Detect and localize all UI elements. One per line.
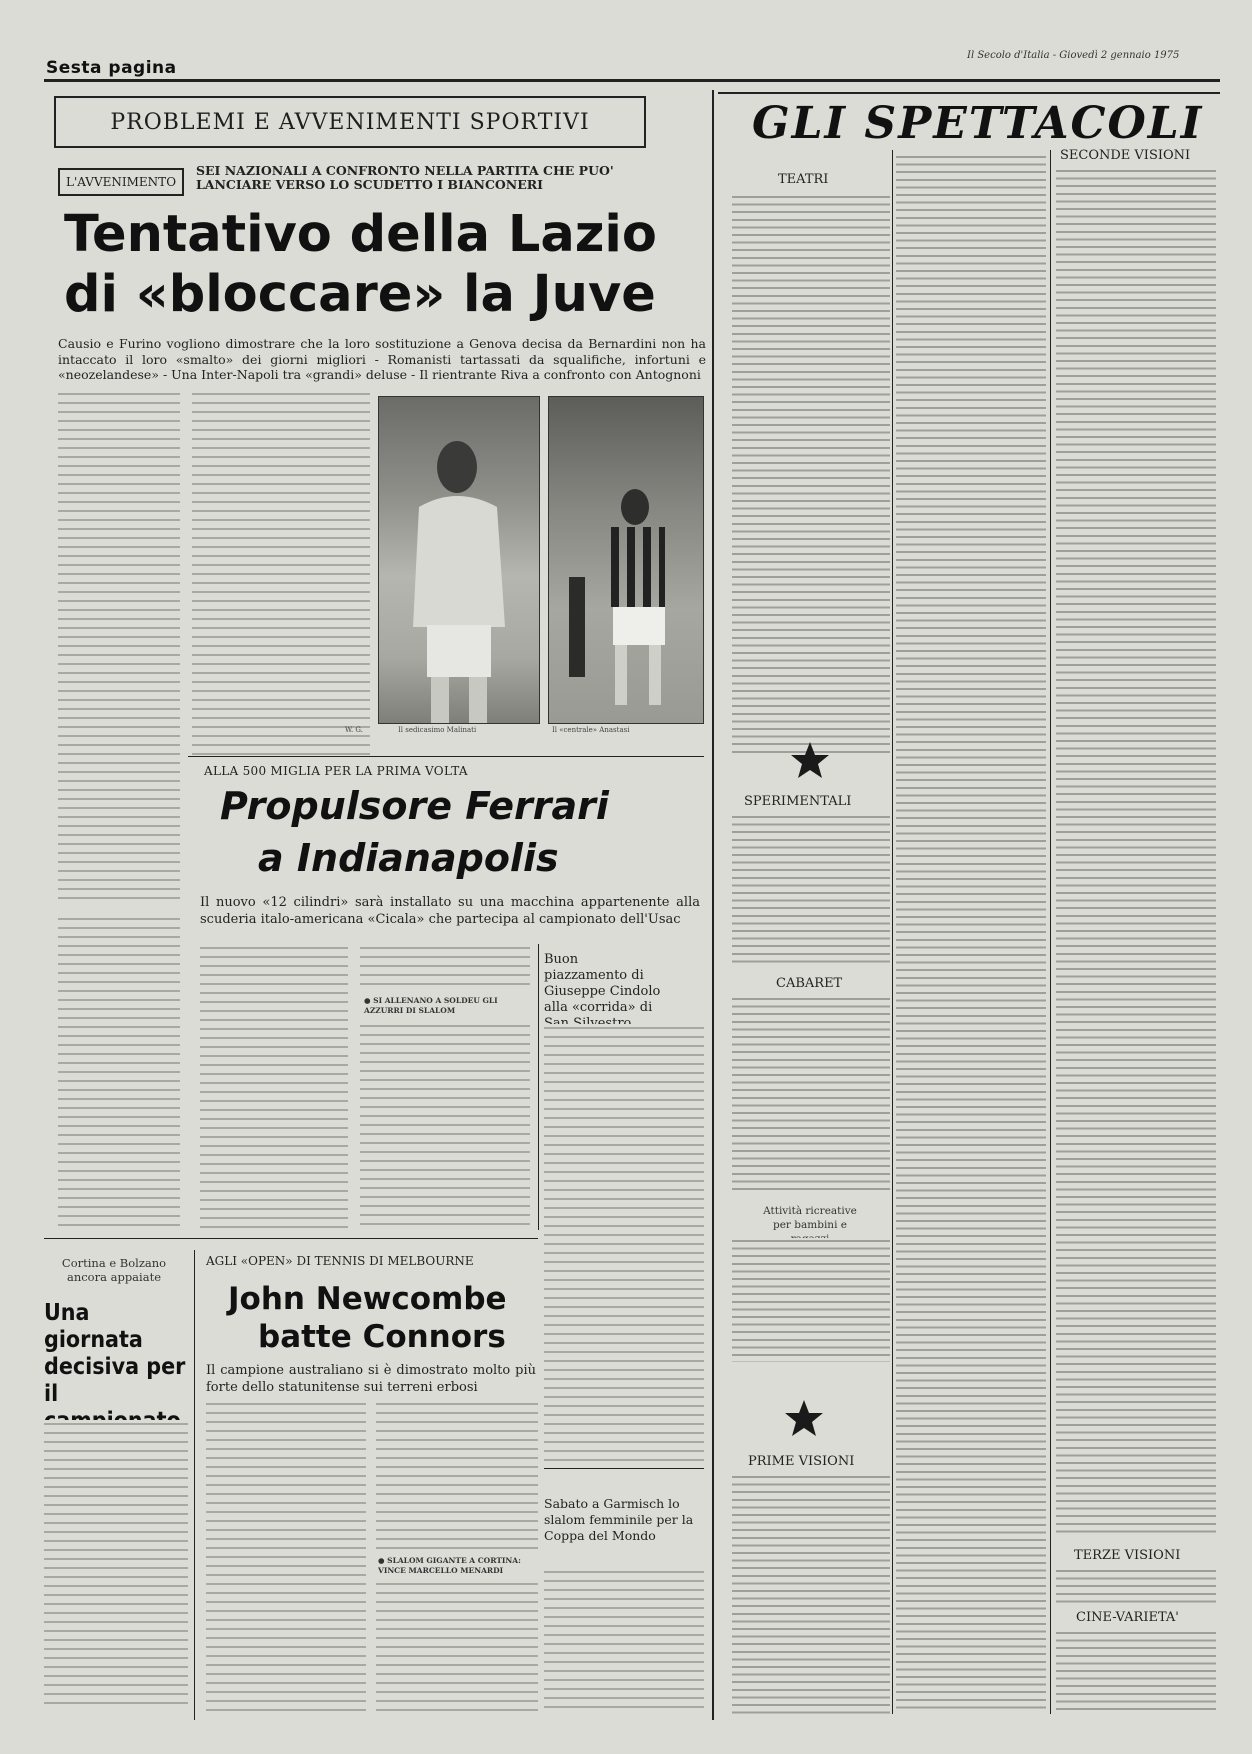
photo-malinati	[378, 396, 540, 724]
star-icon	[784, 1398, 824, 1438]
hockey-headline: Una giornata decisiva per il	[44, 1300, 186, 1407]
ferrari-subhead: ● SI ALLENANO A SOLDEU GLI AZZURRI DI SLALOM	[364, 996, 498, 1015]
rule-garmisch	[544, 1468, 704, 1469]
lead-deck: Causio e Furino vogliono dimostrare che la loro sostituzione a Genova decisa da Bernardini non ha intaccato il loro «smalto» dei giorni migliori - Romanisti tartassati da squalifiche, infortuni e «neozelandese» - Una Inter-Napoli tra «grandi» deluse - Il rientrante Riva a confronto con Antognoni	[58, 336, 706, 382]
ferrari-body-col-2b	[360, 1022, 530, 1230]
cabaret-listing	[732, 996, 890, 1192]
lead-photo-credit: W. G.	[345, 726, 363, 734]
lead-body-col-1	[58, 390, 180, 905]
seconde-visioni-listing	[1056, 168, 1216, 1538]
hockey-kicker: Cortina e Bolzano ancora appaiate	[61, 1256, 167, 1284]
lead-body-col-2	[58, 915, 180, 1230]
garmisch-body	[544, 1568, 704, 1712]
col2-listing	[896, 154, 1046, 1712]
cindolo-headline: Buon piazzamento di Giuseppe Cindolo alla «corrida» di	[544, 952, 661, 1015]
cine-varieta-heading: CINE-VARIETA'	[1076, 1610, 1179, 1625]
rule-spettacoli-col3	[1050, 150, 1051, 1714]
ferrari-headline-1: Propulsore Ferrari	[220, 784, 609, 828]
header-rule	[44, 79, 1220, 82]
page-label: Sesta pagina	[46, 58, 177, 78]
photo-caption-2: Il «centrale» Anastasi	[552, 726, 630, 734]
player-figure-icon	[379, 397, 539, 723]
photo-anastasi	[548, 396, 704, 724]
ferrari-body-col-1	[200, 944, 348, 1230]
teatri-listing	[732, 194, 890, 754]
player-striped-icon	[549, 397, 703, 723]
terze-visioni-heading: TERZE VISIONI	[1074, 1548, 1181, 1563]
rule-vertical-mid	[538, 944, 539, 1230]
attivita-heading: Attività ricreative per bambini e	[763, 1205, 857, 1231]
photo-caption-1: Il sedicasimo Malinati	[398, 726, 477, 734]
garmisch-headline: Sabato a Garmisch lo slalom femminile per la Coppa del Mondo	[544, 1496, 694, 1543]
lead-body-col-3	[192, 390, 370, 755]
ferrari-deck: Il nuovo «12 cilindri» sarà installato su una macchina appartenente alla scuderia italo-americana «Cicala» che partecipa al campionato dell'Usac	[200, 895, 700, 927]
tennis-body-col-1	[206, 1400, 366, 1712]
kicker-box	[58, 168, 184, 196]
teatri-heading: TEATRI	[778, 172, 829, 187]
tennis-body-col-2b	[376, 1580, 538, 1712]
sperimentali-listing	[732, 814, 890, 964]
cabaret-heading: CABARET	[776, 976, 843, 991]
lead-headline-2: di «bloccare» la Juve	[64, 265, 656, 324]
rule-lower-left	[44, 1238, 538, 1239]
section-title: PROBLEMI E AVVENIMENTI SPORTIVI	[110, 109, 590, 135]
cindolo-body	[544, 1024, 704, 1464]
rule-vertical-lower	[194, 1250, 195, 1720]
tennis-body-col-2a	[376, 1400, 538, 1550]
ferrari-body-col-2a	[360, 944, 530, 988]
masthead: Il Secolo d'Italia - Giovedì 2 gennaio 1975	[967, 50, 1180, 61]
ferrari-headline-2: a Indianapolis	[258, 836, 559, 880]
tennis-deck: Il campione australiano si è dimostrato molto più forte dello statunitense sui terreni erbosi	[206, 1363, 536, 1395]
kicker-box-label: L'AVVENIMENTO	[65, 175, 177, 189]
cine-varieta-listing	[1056, 1630, 1216, 1714]
rule-mid-left	[188, 756, 704, 757]
section-title-box	[54, 96, 646, 148]
sperimentali-heading: SPERIMENTALI	[744, 794, 852, 809]
seconde-visioni-heading: SECONDE VISIONI	[1060, 148, 1191, 163]
lead-kicker-text: SEI NAZIONALI A CONFRONTO NELLA PARTITA CHE PUO' LANCIARE VERSO LO SCUDETTO I BIANCONERI	[196, 163, 614, 192]
lead-headline-1: Tentativo della Lazio	[64, 205, 657, 264]
ferrari-kicker: ALLA 500 MIGLIA PER LA PRIMA VOLTA	[204, 764, 468, 778]
spettacoli-top-rule	[718, 92, 1220, 94]
spettacoli-title: GLI SPETTACOLI	[752, 98, 1204, 149]
rule-spettacoli-col2	[892, 150, 893, 1714]
attivita-listing	[732, 1238, 890, 1362]
terze-visioni-listing	[1056, 1568, 1216, 1604]
tennis-headline-1: John Newcombe	[228, 1281, 507, 1317]
prime-visioni-listing	[732, 1474, 890, 1714]
tennis-headline-2: batte Connors	[258, 1319, 506, 1355]
rule-column-divider	[712, 90, 714, 1720]
hockey-body	[44, 1420, 188, 1710]
prime-visioni-heading: PRIME VISIONI	[748, 1454, 855, 1469]
star-icon	[790, 740, 830, 780]
tennis-subhead: ● SLALOM GIGANTE A CORTINA: VINCE MARCELLO MENARDI	[378, 1556, 521, 1575]
tennis-kicker: AGLI «OPEN» DI TENNIS DI MELBOURNE	[206, 1254, 474, 1268]
